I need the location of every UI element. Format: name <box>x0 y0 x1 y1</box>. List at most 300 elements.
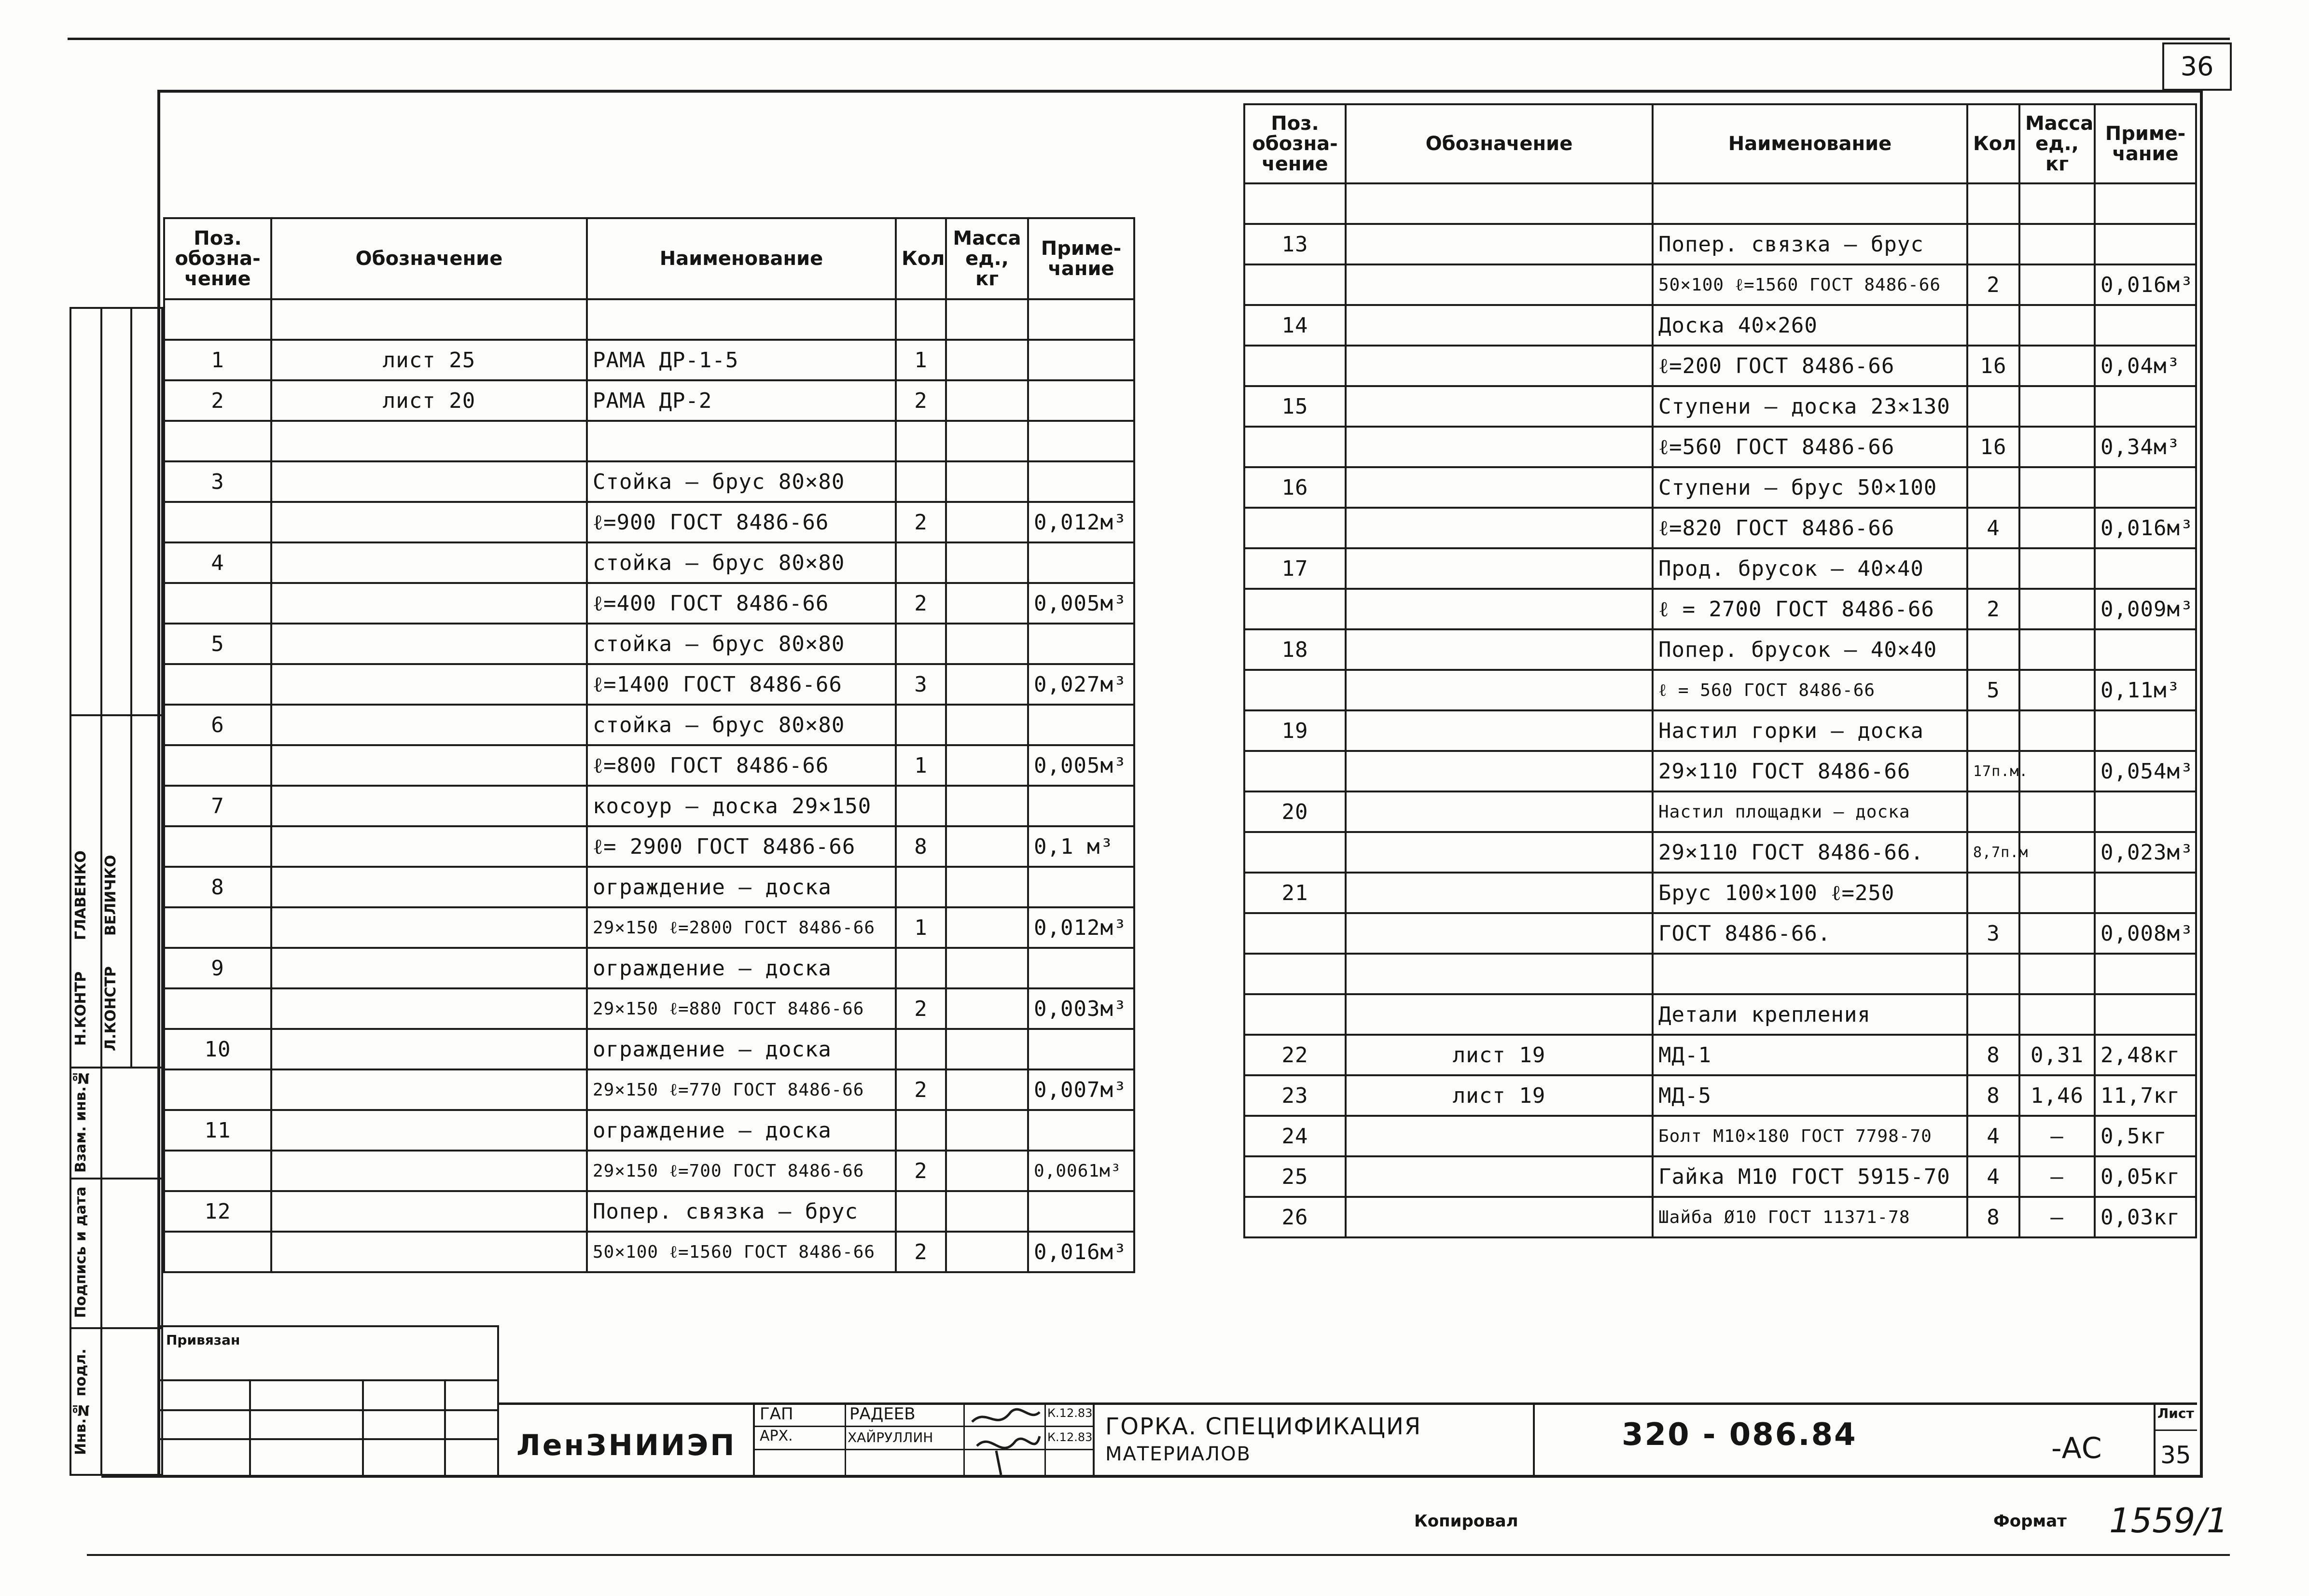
row-name: 29×150 ℓ=700 ГОСТ 8486-66 <box>587 1151 896 1191</box>
left-sidebar <box>70 307 163 1476</box>
row-pos <box>164 1151 271 1191</box>
table-row <box>164 583 1134 624</box>
row-qty: 4 <box>1967 1116 2019 1156</box>
role-arh: АРХ. <box>760 1428 793 1444</box>
table-row <box>1244 832 2196 873</box>
row-designation <box>1346 427 1653 467</box>
row-designation <box>271 1191 587 1232</box>
header-name: Наименование <box>1653 104 1967 183</box>
drawing-title-line1: ГОРКА. СПЕЦИФИКАЦИЯ <box>1105 1413 1422 1440</box>
row-qty: 2 <box>896 583 946 624</box>
row-note: 0,005м³ <box>1028 583 1134 624</box>
row-qty <box>896 705 946 745</box>
row-designation <box>1346 1197 1653 1237</box>
row-qty <box>1967 791 2019 832</box>
row-designation <box>1346 629 1653 670</box>
row-qty: 16 <box>1967 427 2019 467</box>
row-mass <box>2019 954 2095 994</box>
row-qty: 2 <box>896 1232 946 1272</box>
header-designation: Обозначение <box>271 218 587 299</box>
row-designation <box>1346 305 1653 346</box>
row-pos: 20 <box>1244 791 1346 832</box>
row-qty <box>1967 224 2019 264</box>
row-designation <box>1346 548 1653 589</box>
row-pos: 26 <box>1244 1197 1346 1237</box>
table-row <box>164 421 1134 461</box>
row-note <box>1028 421 1134 461</box>
row-qty <box>1967 710 2019 751</box>
row-note: 0,05кг <box>2095 1156 2196 1197</box>
row-name: Настил площадки – доска <box>1653 791 1967 832</box>
row-mass <box>946 1110 1028 1151</box>
row-pos <box>164 421 271 461</box>
row-note <box>2095 305 2196 346</box>
drawing-title-line2: МАТЕРИАЛОВ <box>1105 1443 1251 1465</box>
table-row <box>1244 1116 2196 1156</box>
row-qty <box>1967 467 2019 508</box>
row-designation <box>271 1069 587 1110</box>
row-name: ограждение – доска <box>587 1110 896 1151</box>
row-name: ℓ=400 ГОСТ 8486-66 <box>587 583 896 624</box>
row-note: 0,027м³ <box>1028 664 1134 705</box>
row-qty <box>896 624 946 664</box>
row-mass <box>2019 264 2095 305</box>
row-designation <box>271 948 587 988</box>
row-note <box>2095 467 2196 508</box>
row-designation <box>1346 751 1653 791</box>
row-pos <box>1244 508 1346 548</box>
row-name: косоур – доска 29×150 <box>587 786 896 826</box>
signature-scribble <box>967 1402 1044 1475</box>
header-qty: Кол <box>1967 104 2019 183</box>
row-mass <box>2019 548 2095 589</box>
row-mass <box>2019 589 2095 629</box>
row-pos: 18 <box>1244 629 1346 670</box>
person-hairullin: ХАЙРУЛЛИН <box>848 1429 933 1445</box>
row-qty: 3 <box>1967 913 2019 954</box>
row-mass <box>946 340 1028 380</box>
table-row <box>1244 224 2196 264</box>
table-row <box>164 664 1134 705</box>
table-row <box>1244 710 2196 751</box>
table-row <box>1244 183 2196 224</box>
row-pos: 14 <box>1244 305 1346 346</box>
row-mass <box>2019 832 2095 873</box>
row-mass: – <box>2019 1156 2095 1197</box>
row-note <box>1028 624 1134 664</box>
row-qty: 16 <box>1967 346 2019 386</box>
row-note: 0,007м³ <box>1028 1069 1134 1110</box>
row-name: Ступени – доска 23×130 <box>1653 386 1967 427</box>
sidebar-vzam-inv: Взам. инв.№ <box>72 1069 89 1173</box>
row-name: Стойка – брус 80×80 <box>587 461 896 502</box>
row-note: 0,005м³ <box>1028 745 1134 786</box>
row-pos <box>164 1069 271 1110</box>
row-note <box>1028 867 1134 907</box>
row-qty: 2 <box>896 502 946 542</box>
row-mass <box>946 1069 1028 1110</box>
privyazan-label: Привязан <box>166 1332 240 1348</box>
row-mass <box>946 664 1028 705</box>
footer-format: Формат <box>1993 1512 2067 1531</box>
row-designation <box>1346 589 1653 629</box>
row-pos: 16 <box>1244 467 1346 508</box>
row-designation <box>271 461 587 502</box>
row-note <box>2095 791 2196 832</box>
row-pos <box>164 907 271 948</box>
row-note <box>1028 948 1134 988</box>
row-note: 0,009м³ <box>2095 589 2196 629</box>
row-mass: 0,31 <box>2019 1035 2095 1075</box>
table-row <box>1244 589 2196 629</box>
row-designation <box>1346 670 1653 710</box>
row-name: 29×110 ГОСТ 8486-66. <box>1653 832 1967 873</box>
table-row <box>164 624 1134 664</box>
row-note: 0,008м³ <box>2095 913 2196 954</box>
row-mass <box>2019 873 2095 913</box>
row-designation <box>1346 954 1653 994</box>
row-name: ℓ=1400 ГОСТ 8486-66 <box>587 664 896 705</box>
row-mass <box>2019 305 2095 346</box>
row-note: 0,016м³ <box>1028 1232 1134 1272</box>
row-note <box>2095 994 2196 1035</box>
row-designation <box>271 1029 587 1069</box>
row-name: 29×110 ГОСТ 8486-66 <box>1653 751 1967 791</box>
row-designation <box>271 705 587 745</box>
row-note <box>1028 461 1134 502</box>
row-designation <box>1346 1156 1653 1197</box>
table-row <box>164 542 1134 583</box>
row-name: ℓ=820 ГОСТ 8486-66 <box>1653 508 1967 548</box>
table-row <box>164 1191 1134 1232</box>
row-pos <box>164 988 271 1029</box>
row-qty: 1 <box>896 340 946 380</box>
sidebar-glavenko: ГЛАВЕНКО <box>72 850 89 940</box>
row-note <box>2095 224 2196 264</box>
row-designation <box>1346 832 1653 873</box>
row-note: 2,48кг <box>2095 1035 2196 1075</box>
row-name: Настил горки – доска <box>1653 710 1967 751</box>
table-row <box>164 1151 1134 1191</box>
row-name: 29×150 ℓ=770 ГОСТ 8486-66 <box>587 1069 896 1110</box>
table-row <box>164 826 1134 867</box>
header-mass: Масса ед., кг <box>946 218 1028 299</box>
left-spec-table <box>163 217 1135 1273</box>
table-row <box>1244 873 2196 913</box>
row-name: стойка – брус 80×80 <box>587 624 896 664</box>
row-mass <box>2019 670 2095 710</box>
row-designation <box>271 988 587 1029</box>
row-name: 29×150 ℓ=2800 ГОСТ 8486-66 <box>587 907 896 948</box>
table-row <box>1244 427 2196 467</box>
row-name: стойка – брус 80×80 <box>587 705 896 745</box>
row-qty: 8 <box>1967 1035 2019 1075</box>
table-row <box>164 745 1134 786</box>
row-qty <box>1967 548 2019 589</box>
row-designation <box>1346 224 1653 264</box>
row-pos <box>1244 264 1346 305</box>
row-name: ℓ=800 ГОСТ 8486-66 <box>587 745 896 786</box>
header-name: Наименование <box>587 218 896 299</box>
row-note: 0,054м³ <box>2095 751 2196 791</box>
row-mass <box>946 948 1028 988</box>
title-signatures <box>755 1402 1093 1475</box>
row-name: ℓ=560 ГОСТ 8486-66 <box>1653 427 1967 467</box>
row-name: Брус 100×100 ℓ=250 <box>1653 873 1967 913</box>
row-qty <box>1967 994 2019 1035</box>
row-pos: 25 <box>1244 1156 1346 1197</box>
row-qty <box>896 1110 946 1151</box>
row-mass <box>946 421 1028 461</box>
row-mass <box>946 988 1028 1029</box>
row-qty <box>896 1191 946 1232</box>
row-pos: 17 <box>1244 548 1346 589</box>
row-pos <box>164 826 271 867</box>
row-pos: 6 <box>164 705 271 745</box>
right-spec-table <box>1243 103 2197 1238</box>
row-mass <box>2019 751 2095 791</box>
row-name: Попер. связка – брус <box>587 1191 896 1232</box>
row-note <box>1028 542 1134 583</box>
row-mass <box>2019 629 2095 670</box>
table-row <box>164 1232 1134 1272</box>
header-pos: Поз. обозна- чение <box>1244 104 1346 183</box>
table-row <box>164 907 1134 948</box>
table-row <box>164 340 1134 380</box>
row-mass <box>2019 467 2095 508</box>
row-qty <box>1967 873 2019 913</box>
table-row <box>1244 1197 2196 1237</box>
row-pos: 19 <box>1244 710 1346 751</box>
row-qty <box>1967 954 2019 994</box>
row-name: МД-1 <box>1653 1035 1967 1075</box>
row-pos: 9 <box>164 948 271 988</box>
table-row <box>164 705 1134 745</box>
row-qty: 4 <box>1967 508 2019 548</box>
table-row <box>1244 548 2196 589</box>
row-designation <box>1346 1116 1653 1156</box>
row-mass <box>946 826 1028 867</box>
row-name: Ступени – брус 50×100 <box>1653 467 1967 508</box>
row-name: Шайба Ø10 ГОСТ 11371-78 <box>1653 1197 1967 1237</box>
row-pos <box>1244 954 1346 994</box>
row-mass <box>946 1232 1028 1272</box>
row-qty: 1 <box>896 745 946 786</box>
row-note: 0,0061м³ <box>1028 1151 1134 1191</box>
row-designation <box>271 664 587 705</box>
table-row <box>164 867 1134 907</box>
table-row <box>164 502 1134 542</box>
row-name: ℓ=900 ГОСТ 8486-66 <box>587 502 896 542</box>
row-pos: 5 <box>164 624 271 664</box>
bottom-border-line <box>87 1554 2230 1556</box>
row-pos <box>1244 346 1346 386</box>
title-block-top-line <box>497 1402 2197 1405</box>
row-mass <box>2019 386 2095 427</box>
header-designation: Обозначение <box>1346 104 1653 183</box>
row-designation <box>271 583 587 624</box>
row-qty <box>1967 629 2019 670</box>
row-note: 0,04м³ <box>2095 346 2196 386</box>
row-note: 0,5кг <box>2095 1116 2196 1156</box>
row-name: Попер. связка – брус <box>1653 224 1967 264</box>
row-qty <box>1967 386 2019 427</box>
row-designation <box>271 1151 587 1191</box>
row-pos <box>164 745 271 786</box>
row-mass <box>2019 346 2095 386</box>
row-name: ℓ= 2900 ГОСТ 8486-66 <box>587 826 896 867</box>
drawing-code: 320 - 086.84 <box>1622 1417 1857 1453</box>
table-row <box>1244 264 2196 305</box>
row-designation <box>1346 386 1653 427</box>
row-pos <box>1244 913 1346 954</box>
table-row <box>1244 386 2196 427</box>
row-note: 0,003м³ <box>1028 988 1134 1029</box>
row-note: 0,03кг <box>2095 1197 2196 1237</box>
row-note <box>1028 340 1134 380</box>
row-designation: лист 19 <box>1346 1075 1653 1116</box>
row-designation <box>1346 791 1653 832</box>
row-name: Доска 40×260 <box>1653 305 1967 346</box>
row-name: ограждение – доска <box>587 948 896 988</box>
row-pos <box>164 1232 271 1272</box>
header-mass: Масса ед., кг <box>2019 104 2095 183</box>
row-pos: 21 <box>1244 873 1346 913</box>
table-row <box>164 988 1134 1029</box>
date-2: К.12.83 <box>1047 1430 1093 1444</box>
sidebar-nkontr: Н.КОНТР <box>72 971 89 1046</box>
sidebar-lkonstr: Л.КОНСТР <box>102 966 119 1051</box>
row-pos: 13 <box>1244 224 1346 264</box>
sidebar-podpis-data: Подпись и дата <box>72 1186 89 1318</box>
row-pos: 24 <box>1244 1116 1346 1156</box>
row-designation <box>271 786 587 826</box>
row-pos: 23 <box>1244 1075 1346 1116</box>
table-row <box>164 1110 1134 1151</box>
row-qty: 8 <box>1967 1075 2019 1116</box>
header-pos: Поз. обозна- чение <box>164 218 271 299</box>
row-pos <box>1244 751 1346 791</box>
row-name: Гайка М10 ГОСТ 5915-70 <box>1653 1156 1967 1197</box>
sheet-label: Лист <box>2157 1405 2194 1421</box>
row-pos <box>1244 832 1346 873</box>
row-qty <box>896 1029 946 1069</box>
row-mass <box>2019 224 2095 264</box>
row-mass <box>946 583 1028 624</box>
row-pos: 7 <box>164 786 271 826</box>
table-row <box>1244 791 2196 832</box>
row-name: ГОСТ 8486-66. <box>1653 913 1967 954</box>
row-name: 50×100 ℓ=1560 ГОСТ 8486-66 <box>1653 264 1967 305</box>
row-name: ℓ = 2700 ГОСТ 8486-66 <box>1653 589 1967 629</box>
row-mass <box>946 380 1028 421</box>
org-name: ЛенЗНИИЭП <box>516 1429 737 1462</box>
role-gap: ГАП <box>760 1404 793 1424</box>
row-pos <box>1244 670 1346 710</box>
row-designation <box>1346 346 1653 386</box>
table-row <box>1244 1035 2196 1075</box>
row-mass <box>946 502 1028 542</box>
row-note <box>1028 1110 1134 1151</box>
row-name: МД-5 <box>1653 1075 1967 1116</box>
row-note <box>1028 1191 1134 1232</box>
row-note <box>2095 710 2196 751</box>
row-mass <box>946 461 1028 502</box>
page-number-box: 36 <box>2162 42 2232 91</box>
row-designation: лист 25 <box>271 340 587 380</box>
privyazan-block <box>159 1325 499 1477</box>
row-mass <box>2019 913 2095 954</box>
row-qty: 3 <box>896 664 946 705</box>
header-note: Приме- чание <box>2095 104 2196 183</box>
row-name: Болт М10×180 ГОСТ 7798-70 <box>1653 1116 1967 1156</box>
table-row <box>164 380 1134 421</box>
table-row <box>164 786 1134 826</box>
row-name <box>587 421 896 461</box>
row-mass: – <box>2019 1116 2095 1156</box>
table-row <box>1244 1075 2196 1116</box>
row-name: РАМА ДР-2 <box>587 380 896 421</box>
row-designation <box>1346 710 1653 751</box>
row-designation <box>271 542 587 583</box>
right-table-header <box>1244 104 2196 183</box>
row-mass <box>2019 710 2095 751</box>
row-name: стойка – брус 80×80 <box>587 542 896 583</box>
top-border-line <box>68 38 2230 40</box>
row-pos: 10 <box>164 1029 271 1069</box>
row-designation: лист 19 <box>1346 1035 1653 1075</box>
date-1: К.12.83 <box>1047 1406 1093 1420</box>
row-mass: – <box>2019 1197 2095 1237</box>
row-qty: 1 <box>896 907 946 948</box>
row-designation <box>271 745 587 786</box>
sidebar-velichko: ВЕЛИЧКО <box>102 855 119 936</box>
row-name <box>1653 954 1967 994</box>
row-name: ℓ = 560 ГОСТ 8486-66 <box>1653 670 1967 710</box>
row-pos: 12 <box>164 1191 271 1232</box>
row-mass: 1,46 <box>2019 1075 2095 1116</box>
row-qty <box>896 786 946 826</box>
row-note <box>2095 386 2196 427</box>
row-name: Попер. брусок – 40×40 <box>1653 629 1967 670</box>
row-mass <box>946 624 1028 664</box>
table-row <box>1244 508 2196 548</box>
row-name: ограждение – доска <box>587 867 896 907</box>
row-mass <box>2019 994 2095 1035</box>
row-mass <box>946 705 1028 745</box>
row-name: 29×150 ℓ=880 ГОСТ 8486-66 <box>587 988 896 1029</box>
row-mass <box>946 1191 1028 1232</box>
row-qty: 5 <box>1967 670 2019 710</box>
row-qty: 17п.м. <box>1967 751 2019 791</box>
row-pos: 8 <box>164 867 271 907</box>
row-designation <box>271 867 587 907</box>
row-note: 0,34м³ <box>2095 427 2196 467</box>
row-qty: 4 <box>1967 1156 2019 1197</box>
row-note <box>1028 786 1134 826</box>
row-pos: 15 <box>1244 386 1346 427</box>
row-pos <box>164 502 271 542</box>
table-row <box>1244 751 2196 791</box>
row-designation <box>271 1232 587 1272</box>
row-note: 0,016м³ <box>2095 508 2196 548</box>
row-note: 0,016м³ <box>2095 264 2196 305</box>
row-note <box>2095 954 2196 994</box>
row-qty: 8 <box>896 826 946 867</box>
table-row <box>1244 629 2196 670</box>
drawing-suffix: -АС <box>2051 1431 2102 1465</box>
row-designation <box>271 826 587 867</box>
